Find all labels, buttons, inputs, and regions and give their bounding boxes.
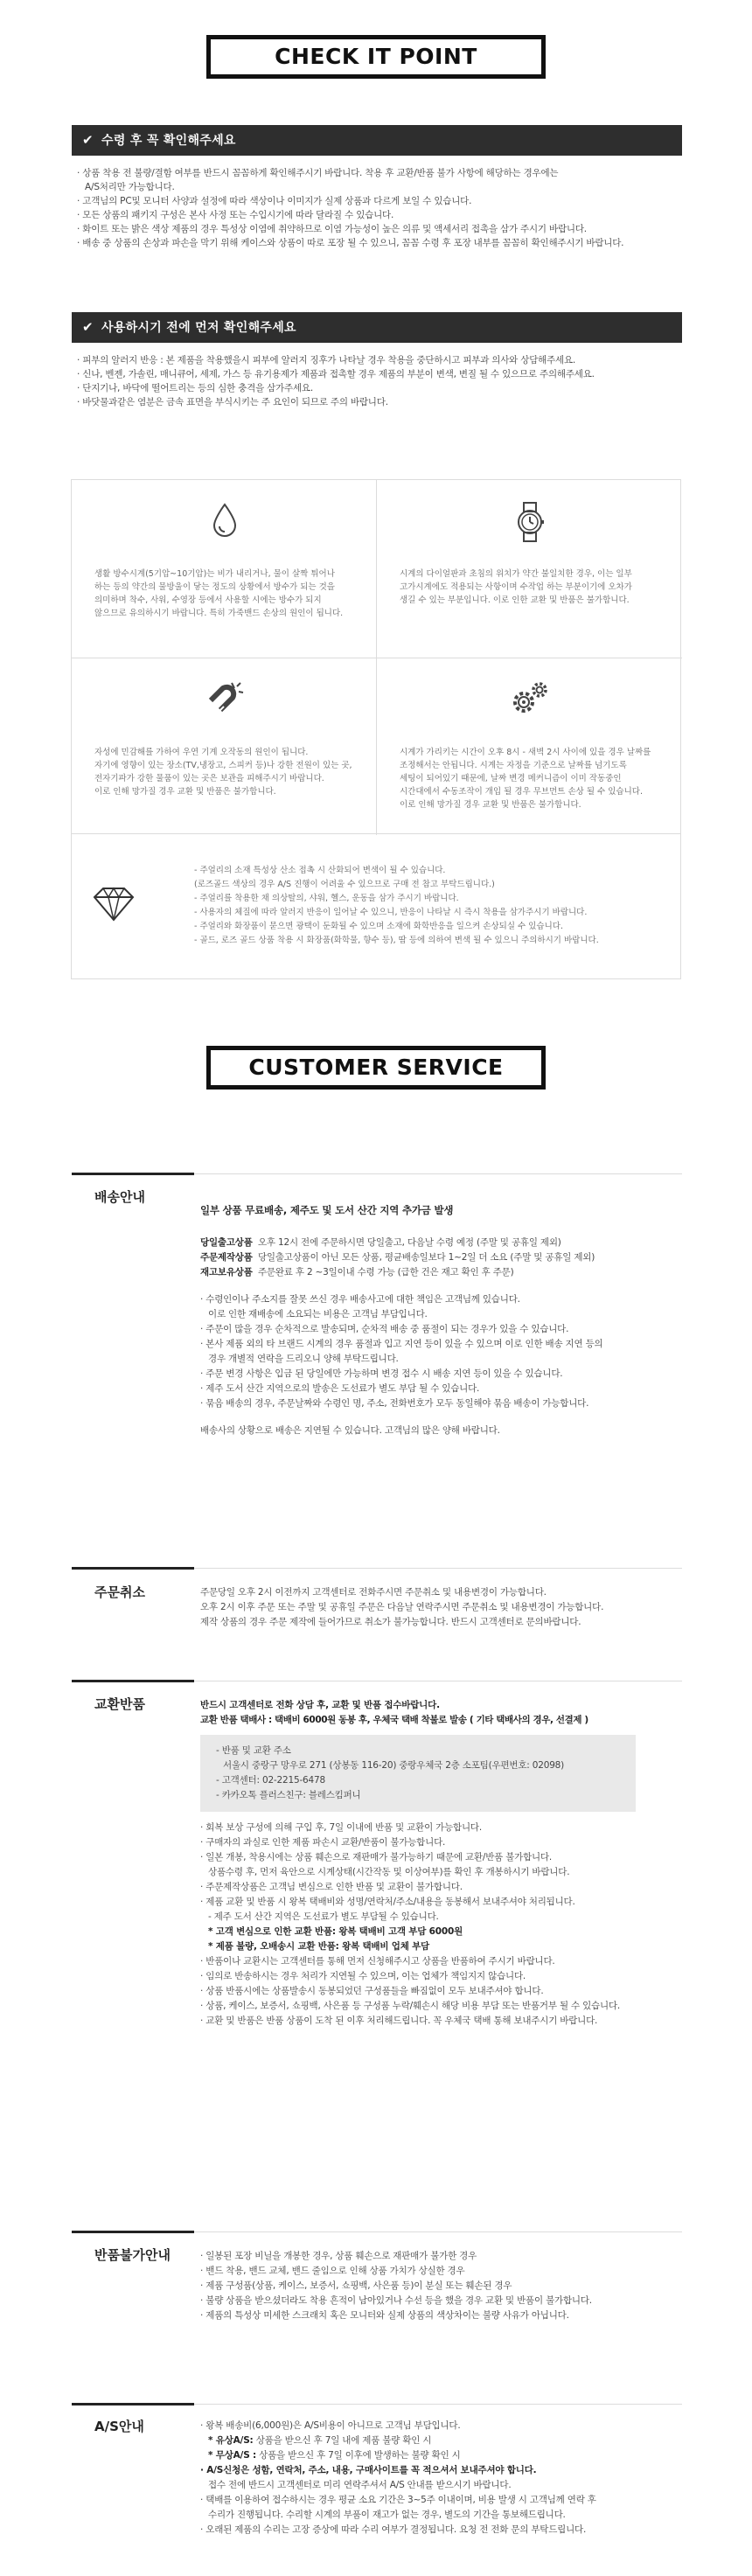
dial-alignment-cell <box>377 480 682 658</box>
exchange-head: 반드시 고객센터로 전화 상담 후, 교환 및 반품 접수바랍니다. <box>200 1700 440 1710</box>
list-item: · 바닷물과같은 염분은 금속 표면을 부식시키는 주 요인이 되므로 주의 바랍니다. <box>77 397 388 407</box>
address-line: - 반품 및 교환 주소 <box>216 1745 291 1756</box>
list-item: · 수령인이나 주소지를 잘못 쓰신 경우 배송사고에 대한 책임은 고객님께 있습니다. <box>200 1294 520 1305</box>
list-item: · 묶음 배송의 경우, 주문날짜와 수령인 명, 주소, 전화번호가 모두 동일해야 묶음 배송이 가능합니다. <box>200 1398 589 1409</box>
list-item: 상품수령 후, 먼저 육안으로 시계상태(시간작동 및 이상여부)를 확인 후 개봉하시기 바랍니다. <box>208 1867 570 1877</box>
list-item: · 교환 및 반품은 반품 상품이 도착 된 이후 처리해드립니다. 꼭 우체국 택배 통해 보내주시기 바랍니다. <box>200 2016 598 2026</box>
list-item: 접수 전에 반드시 고객센터로 미리 연락주셔서 A/S 안내를 받으시기 바랍니다. <box>208 2480 512 2490</box>
list-item: · 제품의 특성상 미세한 스크래치 혹은 모니터와 실제 상품의 색상차이는 불량 사유가 아닙니다. <box>200 2310 569 2321</box>
cancel-label: 주문취소 <box>94 1584 145 1600</box>
list-item: · 일봉된 포장 비닐을 개봉한 경우, 상품 훼손으로 재판매가 불가한 경우 <box>200 2251 477 2261</box>
care-grid <box>71 479 681 834</box>
exchange-body <box>200 1698 681 2029</box>
list-item: · 상품, 케이스, 보증서, 쇼핑백, 사은품 등 구성품 누락/훼손시 해당 비용 부담 또는 반품거부 될 수 있습니다. <box>200 2001 621 2011</box>
receipt-check-bar <box>72 125 682 156</box>
list-item: 이로 인한 재배송에 소요되는 비용은 고객님 부담입니다. <box>208 1309 428 1319</box>
jewelry-text: - 주얼리의 소재 특성상 산소 접촉 시 산화되어 변색이 될 수 있습니다. <box>194 866 446 875</box>
check-it-point-title: CHECK IT POINT <box>206 35 546 79</box>
shipping-body <box>200 1203 681 1438</box>
cell-text: 전자기파가 강한 물품이 있는 곳은 보관을 피해주시기 바랍니다. <box>94 774 324 783</box>
list-item: · 주문 변경 사항은 입금 된 당일에만 가능하며 변경 접수 시 배송 지연 등이 있을 수 있습니다. <box>200 1368 563 1379</box>
cell-text: 이로 인해 망가질 경우 교환 및 반품은 불가합니다. <box>94 787 276 797</box>
jewelry-text: (로즈골드 색상의 경우 A/S 진행이 어려울 수 있으므로 구매 전 참고 부탁드립니다.) <box>194 880 495 889</box>
exchange-label: 교환반품 <box>94 1696 145 1712</box>
cancel-line: 제작 상품의 경우 주문 제작에 들어가므로 취소가 불가능합니다. 반드시 고객센터로 문의바랍니다. <box>200 1617 581 1627</box>
list-item: · 제품 교환 및 반품 시 왕복 택배비와 성명/연락처/주소/내용을 동봉해서 보내주셔야 처리됩니다. <box>200 1897 575 1907</box>
checkmark-icon: ✔ <box>82 319 94 335</box>
list-item: · 화이트 또는 밝은 색상 제품의 경우 특성상 이염에 취약하므로 이염 가능성이 높은 의류 및 액세서리 접촉을 삼가 주시기 바랍니다. <box>77 224 587 234</box>
jewelry-text: - 골드, 로즈 골드 상품 착용 시 화장품(화학물, 향수 등), 땀 등에 의하여 변색 될 수 있으니 주의하시기 바랍니다. <box>194 936 599 945</box>
fee-note: * 제품 불량, 오배송시 교환 반품: 왕복 택배비 업체 부담 <box>208 1941 429 1952</box>
list-item: · 왕복 배송비(6,000원)은 A/S비용이 아니므로 고객님 부담입니다. <box>200 2420 461 2431</box>
jewelry-text: - 사용자의 체질에 따라 알러지 반응이 일어날 수 있으니, 반응이 나타날 시 즉시 착용을 삼가주시기 바랍니다. <box>194 908 588 917</box>
list-item: · 밴드 착용, 밴드 교체, 밴드 줄임으로 인해 상품 가치가 상실한 경우 <box>200 2266 465 2276</box>
free-as-label: * 무상A/S : <box>208 2450 257 2461</box>
wristwatch-icon <box>512 501 547 543</box>
list-item: · 반품이나 교환시는 고객센터를 통해 먼저 신청해주시고 상품을 반품하여 주시기 바랍니다. <box>200 1956 555 1967</box>
list-item: - 제주 도서 산간 지역은 도선료가 별도 부담될 수 있습니다. <box>208 1911 439 1922</box>
cell-text: 하는 등의 약간의 물방울이 닿는 정도의 상황에서 방수가 되는 것을 <box>94 582 335 592</box>
cancel-line: 주문당일 오후 2시 이전까지 고객센터로 전화주시면 주문취소 및 내용변경이 가능합니다. <box>200 1587 547 1598</box>
paid-as-label: * 유상A/S: <box>208 2435 254 2446</box>
cancel-line: 오후 2시 이후 주문 또는 주말 및 공휴일 주문은 다음날 연락주시면 주문취소 및 내용변경이 가능합니다. <box>200 1602 604 1612</box>
return-address-box <box>200 1735 636 1812</box>
list-item: · 일본 개봉, 착용시에는 상품 훼손으로 재판매가 불가능하기 때문에 교환/반품 불가합니다. <box>200 1852 553 1862</box>
list-item: · 상품 반품시에는 상품발송시 동봉되었던 구성품들을 빠짐없이 모두 보내주셔야 합니다. <box>200 1986 544 1996</box>
paid-as-text: 상품을 받으신 후 7일 내에 제품 불량 확인 시 <box>253 2435 432 2446</box>
address-line: 서울시 중랑구 망우로 271 (상봉동 116-20) 중랑우체국 2층 소포팀(우편번호: 02098) <box>223 1760 565 1771</box>
exchange-head: 교환 반품 택배사 : 택배비 6000원 동봉 후, 우체국 택배 착불로 발송 ( 기타 택배사의 경우, 선결제 ) <box>200 1715 588 1725</box>
cell-text: 자기에 영향이 있는 장소(TV,냉장고, 스피커 등)나 강한 전원이 있는 곳, <box>94 761 352 770</box>
diamond-icon <box>91 887 136 922</box>
list-item: · 상품 착용 전 불량/결함 여부를 반드시 꼼꼼하게 확인해주시기 바랍니다. 착용 후 교환/반품 불가 사항에 해당하는 경우에는 <box>77 168 559 178</box>
magnet-icon <box>205 679 244 718</box>
as-body <box>200 2419 681 2538</box>
list-item: · 오래된 제품의 수리는 고장 증상에 따라 수리 여부가 결정됩니다. 요청 전 전화 문의 부탁드립니다. <box>200 2524 587 2535</box>
date-setting-cell <box>377 658 682 836</box>
list-item: · 불량 상품을 받으셨더라도 착용 흔적이 남아있거나 수선 등을 했을 경우 교환 및 반품이 불가합니다. <box>200 2295 592 2306</box>
cell-text: 않으므로 유의하시기 바랍니다. 특히 가죽밴드 손상의 원인이 됩니다. <box>94 609 344 618</box>
list-item: · 제품 구성품(상품, 케이스, 보증서, 쇼핑백, 사은품 등)이 분실 또는 훼손된 경우 <box>200 2280 512 2291</box>
shipping-footer: 배송사의 상황으로 배송은 지연될 수 있습니다. 고객님의 많은 양해 바랍니다. <box>200 1425 500 1436</box>
list-item: · 회복 보상 구성에 의해 구입 후, 7일 이내에 반품 및 교환이 가능합니다. <box>200 1822 483 1833</box>
cell-text: 조정해서는 안됩니다. 시계는 자정을 기준으로 날짜를 넘기도록 <box>400 761 627 770</box>
before-use-bar <box>72 312 682 343</box>
water-resistance-cell <box>72 480 377 658</box>
cancel-body <box>200 1585 681 1630</box>
water-drop-icon <box>207 501 242 540</box>
before-use-list <box>77 353 680 409</box>
jewelry-text: - 주얼리와 화장품이 묻으면 광택이 둔화될 수 있으며 소재에 화학반응을 일으켜 손상되실 수 있습니다. <box>194 922 563 931</box>
list-item: · 고객님의 PC및 모니터 사양과 설정에 따라 색상이나 이미지가 실제 상품과 다르게 보일 수 있습니다. <box>77 196 472 206</box>
list-item: · 구매자의 과실로 인한 제품 파손시 교환/반품이 불가능합니다. <box>200 1837 446 1848</box>
shipping-row: 주문제작상품 당일출고상품이 아닌 모든 상품, 평균배송일보다 1~2일 더 소요 (주말 및 공휴일 제외) <box>200 1252 595 1263</box>
list-item: 경우 개별적 연락을 드리오니 양해 부탁드립니다. <box>208 1354 399 1364</box>
free-as-text: 상품을 받으신 후 7일 이후에 발생하는 불량 확인 시 <box>256 2450 461 2461</box>
list-item: · 임의로 반송하시는 경우 처리가 지연될 수 있으며, 이는 업체가 책임지지 않습니다. <box>200 1971 526 1981</box>
cell-text: 시간대에서 수동조작이 개입 될 경우 무브먼트 손상 될 수 있습니다. <box>400 787 643 797</box>
cell-text: 생활 방수시계(5기압~10기압)는 비가 내리거나, 물이 살짝 튀어나 <box>94 569 335 579</box>
checkmark-icon: ✔ <box>82 132 94 148</box>
shipping-row: 재고보유상품 주문완료 후 2 ~3일이내 수령 가능 (급한 건은 재고 확인 후 주문) <box>200 1267 514 1278</box>
list-item: A/S처리만 가능합니다. <box>85 182 175 192</box>
phone-line: - 고객센터: 02-2215-6478 <box>216 1775 325 1786</box>
shipping-row: 당일출고상품 오후 12시 전에 주문하시면 당일출고, 다음날 수령 예정 (주말 및 공휴일 제외) <box>200 1237 561 1248</box>
cell-text: 시계의 다이얼판과 초침의 위치가 약간 불일치한 경우, 이는 일부 <box>400 569 632 579</box>
cell-text: 이로 인해 망가질 경우 교환 및 반품은 불가합니다. <box>400 800 581 810</box>
list-item: · 모든 상품의 패키지 구성은 본사 사정 또는 수입시기에 따라 달라질 수 있습니다. <box>77 210 394 220</box>
cell-text: 세팅이 되어있기 때문에, 날짜 변경 메커니즘이 이미 작동중인 <box>400 774 622 783</box>
cell-text: 고가시계에도 적용되는 사항이며 수작업 하는 부분이기에 오차가 <box>400 582 632 592</box>
cell-text: 생길 수 있는 부분입니다. 이로 인한 교환 및 반품은 불가합니다. <box>400 595 630 605</box>
receipt-check-title: 수령 후 꼭 확인해주세요 <box>101 134 236 148</box>
as-request-note: · A/S신청은 성함, 연락처, 주소, 내용, 구매사이트를 꼭 적으셔서 보내주셔야 합니다. <box>200 2465 537 2475</box>
jewelry-care-row <box>71 834 681 979</box>
no-return-label: 반품불가안내 <box>94 2247 171 2263</box>
list-item: · 본사 제품 외의 타 브랜드 시계의 경우 품절과 입고 지연 등이 있을 수 있으며 이로 인한 배송 지연 등의 <box>200 1339 603 1349</box>
cell-text: 의미하며 착수, 사워, 수영장 등에서 사용할 시에는 방수가 되지 <box>94 595 322 605</box>
list-item: · 주문이 많을 경우 순차적으로 발송되며, 순차적 배송 중 품절이 되는 경우가 있을 수 있습니다. <box>200 1324 569 1334</box>
shipping-label: 배송안내 <box>94 1189 145 1205</box>
receipt-check-list <box>77 166 680 250</box>
customer-service-title: CUSTOMER SERVICE <box>206 1046 546 1090</box>
gears-icon <box>510 679 550 718</box>
list-item: · 피부의 알러지 반응 : 본 제품을 착용했을시 피부에 알러지 징후가 나타날 경우 착용을 중단하시고 피부과 의사와 상담해주세요. <box>77 355 576 366</box>
cell-text: 자성에 민감해를 가하여 우연 기계 오작동의 원인이 됩니다. <box>94 748 309 757</box>
list-item: · 택배를 이용하여 접수하시는 경우 평균 소요 기간은 3~5주 이내이며, 비용 발생 시 고객님께 연락 후 <box>200 2495 596 2505</box>
list-item: · 단지기나, 바닥에 떨어트리는 등의 심한 충격을 삼가주세요. <box>77 383 314 393</box>
magnetism-cell <box>72 658 377 836</box>
before-use-title: 사용하시기 전에 먼저 확인해주세요 <box>101 321 296 335</box>
list-item: 수리가 진행됩니다. 수리할 시계의 부품이 재고가 없는 경우, 별도의 기간을 통보해드립니다. <box>208 2510 566 2520</box>
no-return-body <box>200 2249 681 2323</box>
cell-text: 시계가 가리키는 시간이 오후 8시 - 새벽 2시 사이에 있을 경우 날짜를 <box>400 748 651 757</box>
list-item: · 신나, 벤젠, 가솔린, 매니큐어, 세제, 가스 등 유기용제가 제품과 접촉할 경우 제품의 부분이 변색, 변질 될 수 있으므로 주의해주세요. <box>77 369 595 379</box>
list-item: · 주문제작상품은 고객님 변심으로 인한 반품 및 교환이 불가합니다. <box>200 1882 463 1892</box>
list-item: · 제주 도서 산간 지역으로의 발송은 도선료가 별도 부담 될 수 있습니다. <box>200 1383 480 1394</box>
shipping-headline: 일부 상품 무료배송, 제주도 및 도서 산간 지역 추가금 발생 <box>200 1204 454 1216</box>
as-label: A/S안내 <box>94 2419 144 2434</box>
jewelry-text: - 주얼리를 착용한 채 의상탈의, 샤워, 헬스, 운동을 삼가 주시기 바랍니다. <box>194 894 459 903</box>
kakao-line: - 카카오톡 플러스친구: 블레스킴퍼니 <box>216 1790 361 1800</box>
fee-note: * 고객 변심으로 인한 교환 반품: 왕복 택배비 고객 부담 6000원 <box>208 1926 463 1937</box>
list-item: · 배송 중 상품의 손상과 파손을 막기 위해 케이스와 상품이 따로 포장 될 수 있으니, 꼼꼼 수령 후 포장 내부를 꼼꼼히 확인해주시기 바랍니다. <box>77 238 624 248</box>
